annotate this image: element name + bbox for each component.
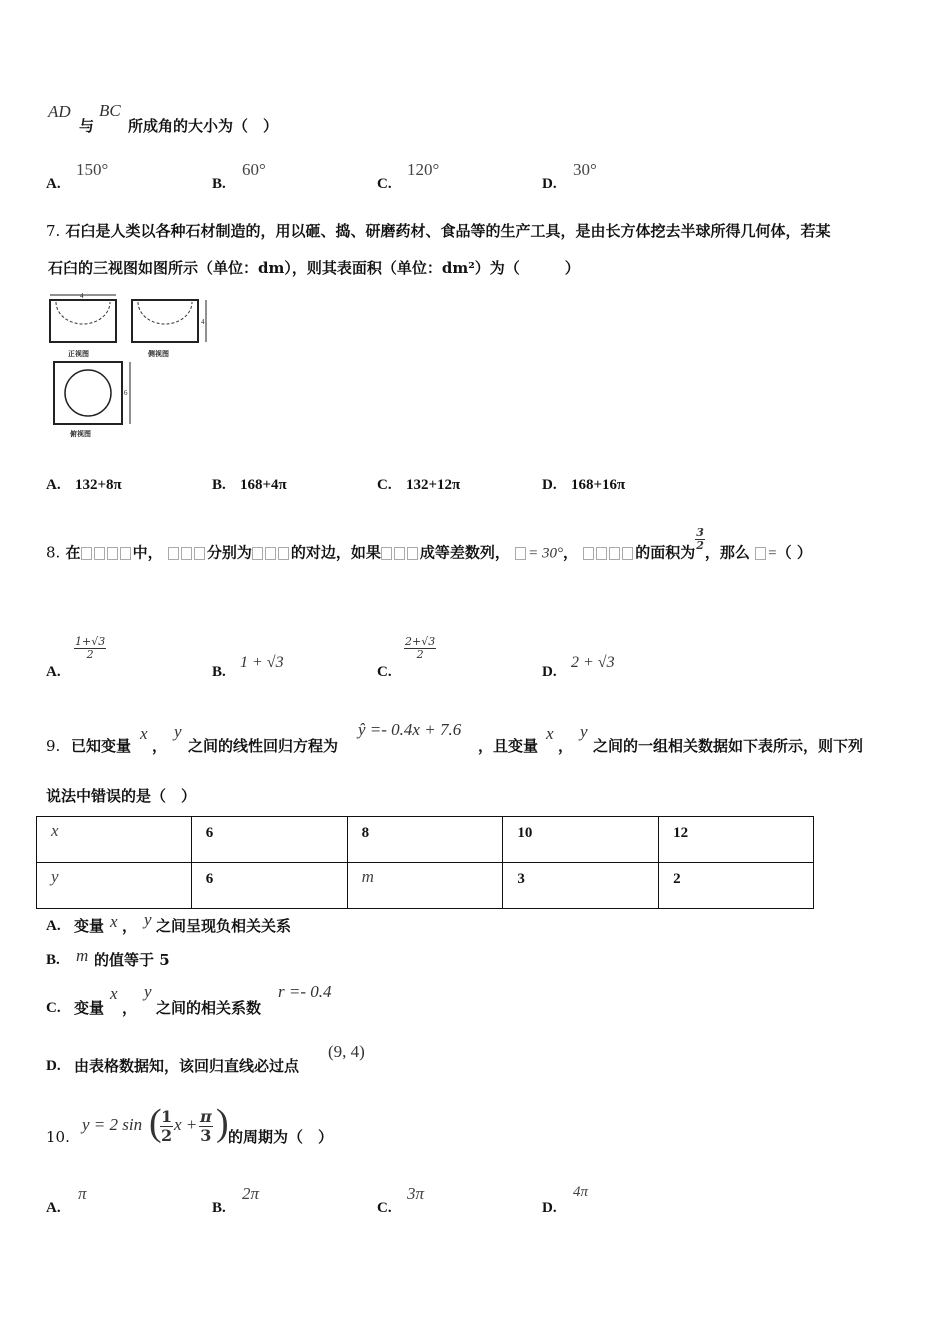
triangle-abc-placeholder-2 (583, 544, 635, 562)
q9-opt-a-comma: ， (122, 917, 138, 935)
q10-tail: 的周期为（ ） (228, 1128, 334, 1146)
q7-opt-c-letter: C. (377, 477, 392, 493)
q7-opt-d-letter: D. (542, 477, 557, 493)
top-view-circle (65, 370, 111, 416)
q6-opt-d-value: 30° (573, 160, 597, 179)
q9-data-table (36, 816, 814, 909)
q10-opt-d-letter: D. (542, 1200, 557, 1216)
q9-opt-c-x: x (110, 984, 118, 1003)
q8-opt-c-letter: C. (377, 664, 392, 680)
abc-placeholder-2 (381, 544, 420, 562)
q9-opt-b-m: m (76, 946, 89, 965)
q8-t-in: 在 (65, 543, 81, 562)
q6-ad: AD (48, 102, 71, 121)
dim-depth: 6 (124, 389, 128, 397)
q10-frac1 (160, 1108, 173, 1145)
q8-paren: （ ） (776, 543, 812, 562)
q6-opt-c-letter: C. (377, 176, 392, 192)
q9-opt-b-letter: B. (46, 952, 60, 968)
q9-number: 9. (46, 737, 61, 755)
q8-t-dengcha: 成等差数列， (419, 543, 510, 562)
q9-stem-line1 (46, 720, 926, 760)
side-label: 侧视图 (148, 350, 169, 358)
q10-opt-d-value: 4π (573, 1184, 589, 1200)
q9-opt-d (46, 1040, 546, 1080)
q6-opt-b-letter: B. (212, 176, 226, 192)
q7-number: 7. (46, 222, 61, 240)
q9-opt-c-t2: 之间的相关系数 (156, 999, 262, 1017)
q8-area-num: 3 (696, 526, 704, 539)
q7-opt-c-value: 132+12π (406, 477, 461, 493)
q8-opt-d-value: 2 + √3 (571, 654, 615, 671)
q10-lhs: y = 2 sin (82, 1115, 143, 1134)
q10-f1-num: 1 (161, 1107, 173, 1126)
side-view-rect (132, 300, 198, 342)
q8-angle: = 30° (528, 545, 563, 562)
q10-stem (46, 1102, 546, 1152)
q9-opt-a-x: x (110, 912, 118, 931)
q10-f1-den: 2 (161, 1126, 173, 1145)
q10-opt-a-value: π (78, 1184, 87, 1203)
q9-x: x (140, 724, 148, 743)
q6-opt-a-value: 150° (76, 160, 109, 179)
q10-opt-b-letter: B. (212, 1200, 226, 1216)
q7-opt-b-value: 168+4π (240, 477, 287, 493)
q9-opt-c-letter: C. (46, 1000, 61, 1016)
q9-opt-a-t1: 变量 (74, 917, 105, 935)
table-cell: y (37, 863, 192, 909)
table-cell: 10 (503, 817, 659, 863)
q6-stem (48, 102, 448, 138)
q8-t-zhong: 中， (132, 543, 163, 562)
q8-opt-b-letter: B. (212, 664, 226, 680)
q7-line1 (46, 221, 831, 241)
table-cell: 3 (503, 863, 659, 909)
dim-width: 4 (80, 292, 84, 300)
q10-number: 10. (46, 1128, 70, 1146)
q9-t4: 之间的一组相关数据如下表所示，则下列 (593, 737, 864, 755)
q7-opt-a-value: 132+8π (75, 477, 122, 493)
abc-placeholder (168, 544, 207, 562)
top-view-rect (54, 362, 122, 424)
table-cell: m (347, 863, 503, 909)
q9-opt-c-t1: 变量 (74, 999, 105, 1017)
q7-opt-a-letter: A. (46, 477, 61, 493)
q6-text1: 与 (79, 117, 95, 135)
side-view-arc (138, 302, 192, 324)
q10-frac2 (199, 1108, 213, 1145)
q8-opt-a-fraction (74, 636, 106, 661)
q10-opt-c-value: 3π (407, 1184, 425, 1203)
q9-opt-c-y: y (144, 982, 152, 1001)
q7-text1: 石臼是人类以各种石材制造的，用以砸、捣、研磨药材、食品等的生产工具，是由长方体挖去半球所得几何体，若某 (65, 222, 831, 240)
q8-opt-a-den: 2 (86, 648, 94, 661)
q6-opt-d-letter: D. (542, 176, 557, 192)
table-cell: 6 (191, 863, 347, 909)
q9-opt-a (46, 912, 546, 942)
q9-opt-a-y: y (144, 910, 152, 929)
triangle-abc-placeholder (81, 544, 133, 562)
q10-f2-num: π (200, 1107, 212, 1126)
q8-opt-a-num: 1+√3 (75, 635, 106, 648)
q8-eq: = (768, 545, 777, 562)
q9-opt-a-letter: A. (46, 918, 61, 934)
q9-t2: 之间的线性回归方程为 (188, 737, 339, 755)
q9-opt-d-point: (9, 4) (328, 1042, 365, 1061)
top-label: 俯视图 (70, 430, 91, 438)
q9-comma2: ， (558, 737, 574, 755)
q6-text2: 所成角的大小为（ ） (128, 117, 279, 135)
q8-t-duibian: 的对边，如果 (290, 543, 381, 562)
q8-area-fraction (695, 527, 705, 552)
q10-opt-c-letter: C. (377, 1200, 392, 1216)
q7-three-view-figure (44, 290, 216, 440)
q9-t3: ，且变量 (478, 737, 539, 755)
q8-t-fenbie: 分别为 (206, 543, 252, 562)
angle-b-placeholder (515, 544, 528, 562)
q9-equation: ŷ =- 0.4x + 7.6 (358, 720, 462, 739)
q9-stem-line2: 说法中错误的是（ ） (46, 787, 197, 805)
b-placeholder (755, 544, 768, 562)
q9-y2: y (580, 722, 588, 741)
q8-opt-a-letter: A. (46, 664, 61, 680)
table-row (37, 863, 814, 909)
q8-opt-d-letter: D. (542, 664, 557, 680)
q6-opt-a-letter: A. (46, 176, 61, 192)
q6-opt-b-value: 60° (242, 160, 266, 179)
front-view-rect (50, 300, 116, 342)
dim-height: 4 (201, 318, 205, 326)
q10-lparen: ( (149, 1102, 162, 1144)
q10-f2-den: 3 (200, 1126, 212, 1145)
table-cell: 12 (659, 817, 814, 863)
q9-opt-d-t1: 由表格数据知，该回归直线必过点 (74, 1057, 300, 1075)
q6-bc: BC (99, 101, 121, 120)
angles-placeholder (252, 544, 291, 562)
q8-t-name: ，那么 (704, 543, 750, 562)
q8-t-mianji: 的面积为 (635, 543, 696, 562)
q9-y: y (174, 722, 182, 741)
q10-rparen: ) (216, 1102, 229, 1144)
q7-line2: 石臼的三视图如图所示（单位：dm），则其表面积（单位：dm²）为（ ） (48, 259, 580, 277)
front-view-arc (56, 302, 110, 324)
q8-opt-c-num: 2+√3 (405, 635, 436, 648)
q8-stem (46, 526, 812, 566)
q9-opt-c-comma: ， (122, 999, 138, 1017)
table-cell: 8 (347, 817, 503, 863)
q9-opt-c-r: r =- 0.4 (278, 982, 332, 1001)
front-label: 正视图 (68, 350, 89, 358)
q8-opt-b-value: 1 + √3 (240, 654, 284, 671)
table-cell: 6 (191, 817, 347, 863)
q9-opt-a-t2: 之间呈现负相关关系 (156, 917, 292, 935)
q8-area-den: 2 (696, 539, 704, 552)
q9-opt-c (46, 982, 546, 1022)
q6-opt-c-value: 120° (407, 160, 440, 179)
q7-opt-d-value: 168+16π (571, 477, 626, 493)
q8-number: 8. (46, 543, 61, 562)
q9-opt-b (46, 946, 546, 976)
q9-opt-d-letter: D. (46, 1058, 61, 1074)
table-cell: x (37, 817, 192, 863)
q10-x: x + (174, 1115, 198, 1134)
q8-opt-c-den: 2 (416, 648, 424, 661)
q8-opt-c-fraction (404, 636, 436, 661)
q8-comma: ， (562, 543, 578, 562)
q9-x2: x (546, 724, 554, 743)
table-cell: 2 (659, 863, 814, 909)
q9-t1: 已知变量 (71, 737, 132, 755)
q10-opt-b-value: 2π (242, 1184, 260, 1203)
q10-opt-a-letter: A. (46, 1200, 61, 1216)
q9-comma: ， (152, 737, 168, 755)
q7-opt-b-letter: B. (212, 477, 226, 493)
q9-opt-b-t1: 的值等于 5 (94, 951, 170, 969)
table-row (37, 817, 814, 863)
